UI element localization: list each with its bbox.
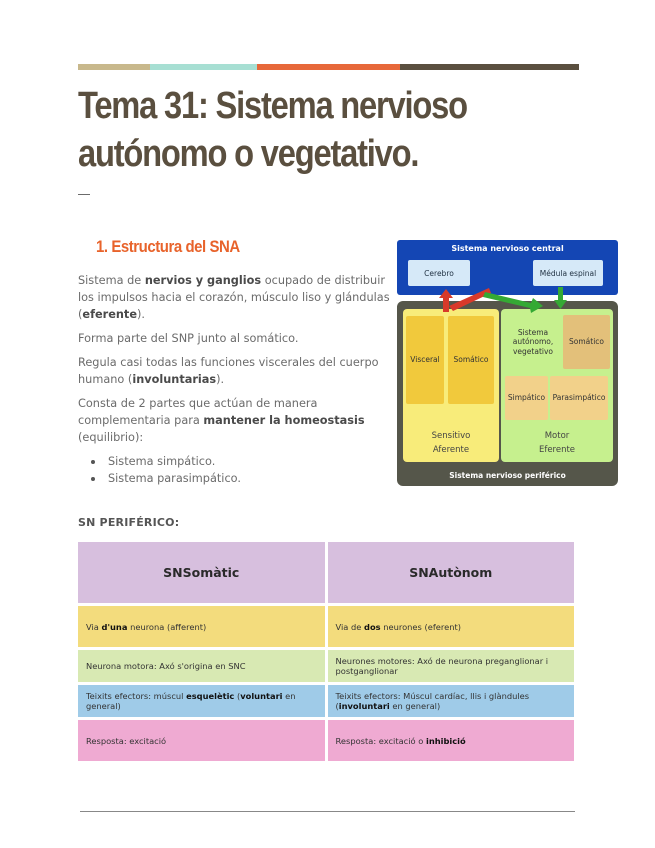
- text: Via de: [335, 621, 365, 632]
- text: (equilibrio):: [78, 431, 144, 444]
- nervous-system-diagram: [397, 240, 618, 486]
- col-header-somatic: SNSomàtic: [78, 542, 325, 603]
- section-body: [78, 272, 390, 487]
- rule-segment-4: [400, 64, 579, 70]
- sensitivo-label: Sensitivo: [431, 431, 471, 441]
- bold-text: inhibició: [425, 735, 466, 746]
- somatico-left-tile: Somático: [448, 316, 494, 404]
- text: (: [234, 691, 241, 701]
- bold-text: d'una: [101, 621, 128, 632]
- table-row: [78, 720, 574, 761]
- sn-periferico-label: SN PERIFÉRICO:: [78, 516, 180, 529]
- somatico-right-tile: Somático: [563, 315, 610, 369]
- aferente-label: Aferente: [432, 445, 470, 455]
- list-item: Sistema simpático.: [108, 453, 390, 470]
- bullet-list: [78, 453, 390, 487]
- text: Regula casi todas las funciones viscerales del cuerpo humano (: [78, 356, 379, 386]
- bold-text: involuntarias: [132, 373, 217, 386]
- paragraph-4: [78, 395, 390, 446]
- table-cell: [78, 685, 325, 717]
- bold-text: esquelètic: [186, 691, 235, 701]
- text: neurona (afferent): [127, 621, 207, 632]
- col-header-autonom: SNAutònom: [328, 542, 575, 603]
- section-heading: 1. Estructura del SNA: [96, 237, 240, 256]
- text: ).: [216, 373, 225, 386]
- bold-text: dos: [364, 621, 381, 632]
- text: Teixits efectors: Múscul cardíac, llis i glàndules (: [335, 691, 530, 711]
- diagram-arrows: [397, 240, 618, 486]
- peripheral-title: Sistema nervioso periférico: [449, 471, 566, 480]
- table-header-row: [78, 542, 574, 603]
- simpatico-tile: Simpático: [505, 376, 548, 420]
- rule-segment-1: [78, 64, 150, 70]
- eferente-label: Eferente: [538, 445, 576, 455]
- motor-label: Motor: [544, 431, 570, 441]
- bold-text: voluntari: [240, 691, 283, 701]
- central-title: Sistema nervioso central: [451, 244, 564, 253]
- bold-text: involuntari: [338, 701, 390, 711]
- text: Teixits efectors: múscul: [86, 691, 187, 701]
- text: en general): [389, 701, 441, 711]
- table-row: [78, 685, 574, 717]
- paragraph-1: [78, 272, 390, 323]
- efferent-arrow-icon: [483, 287, 567, 313]
- list-item: Sistema parasimpático.: [108, 470, 390, 487]
- paragraph-3: [78, 354, 390, 388]
- rule-segment-3: [257, 64, 400, 70]
- bold-text: nervios y ganglios: [144, 274, 262, 287]
- medula-box: Médula espinal: [533, 260, 603, 286]
- text: Via: [86, 621, 102, 632]
- top-color-rule: [78, 64, 579, 70]
- table-cell: Neurona motora: Axó s'origina en SNC: [78, 650, 325, 682]
- bold-text: eferente: [82, 308, 137, 321]
- text: ).: [137, 308, 145, 321]
- paragraph-2: Forma parte del SNP junto al somático.: [78, 332, 299, 345]
- table-cell: [78, 606, 325, 647]
- bold-text: mantener la homeostasis: [203, 414, 365, 427]
- table-row: [78, 606, 574, 647]
- afferent-arrow-icon: [439, 288, 491, 312]
- table-cell: Resposta: excitació: [78, 720, 325, 761]
- table-row: [78, 650, 574, 682]
- text: Consta de 2 partes que actúan de manera complementaria para: [78, 397, 318, 427]
- text: neurones (eferent): [380, 621, 461, 632]
- table-cell: [328, 685, 575, 717]
- comparison-table: [75, 539, 577, 764]
- text: en general): [86, 691, 296, 711]
- text: Sistema de: [78, 274, 145, 287]
- table-cell: Neurones motores: Axó de neurona preganglionar i postganglionar: [328, 650, 575, 682]
- text: Resposta: excitació o: [335, 735, 426, 746]
- table-cell: [328, 606, 575, 647]
- visceral-tile: Visceral: [406, 316, 444, 404]
- text: ocupado de distribuir los impulsos hacia el corazón, músculo liso y glándulas (: [78, 274, 390, 321]
- title-dash: [78, 194, 90, 195]
- parasimpatico-tile: Parasimpático: [550, 376, 608, 420]
- autonomo-label: Sistema autónomo, vegetativo: [512, 327, 554, 356]
- bottom-rule: [80, 811, 575, 812]
- rule-segment-2: [150, 64, 257, 70]
- page-title: Tema 31: Sistema nervioso autónomo o vegetativo.: [78, 85, 467, 175]
- table-cell: [328, 720, 575, 761]
- cerebro-box: Cerebro: [408, 260, 470, 286]
